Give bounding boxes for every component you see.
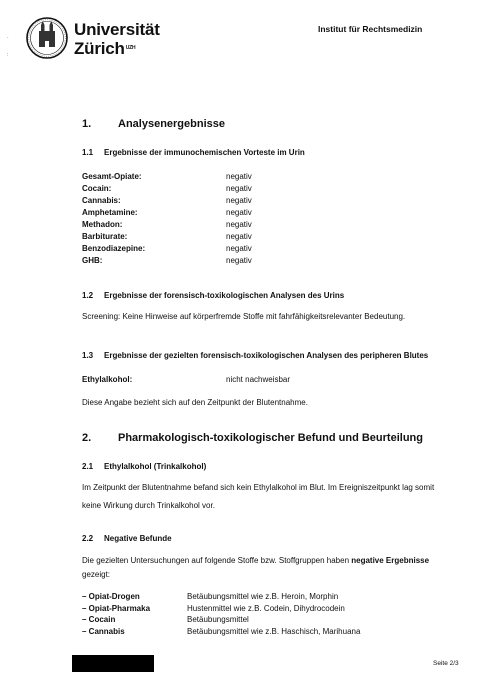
redaction-block: [72, 655, 154, 672]
subsection-heading-2-1: 2.1 Ethylalkohol (Trinkalkohol): [82, 462, 207, 471]
substance-row: – Opiat-Drogen Betäubungsmittel wie z.B. Heroin, Morphin: [82, 592, 339, 601]
substance-row: – Opiat-Pharmaka Hustenmittel wie z.B. Codein, Dihydrocodein: [82, 603, 345, 613]
screening-results-list: [82, 171, 252, 267]
result-row: Benzodiazepine: negativ: [82, 244, 252, 253]
negative-substances-list: [82, 591, 360, 637]
subsection-heading-1-3: 1.3 Ergebnisse der gezielten forensisch-toxikologischen Analysen des peripheren Blutes: [82, 351, 429, 360]
blood-alcohol-result: Ethylalkohol: nicht nachweisbar: [82, 375, 291, 384]
substance-row: – Cocain Betäubungsmittel: [82, 615, 249, 624]
university-name-line2: Zürich: [74, 39, 125, 58]
subsection-heading-2-2: 2.2 Negative Befunde: [82, 534, 172, 543]
section-heading-2: 2. Pharmakologisch-toxikologischer Befund und Beurteilung: [82, 432, 423, 444]
substance-row: – Cannabis Betäubungsmittel wie z.B. Haschisch, Marihuana: [82, 626, 361, 636]
negative-findings-intro: Die gezielten Untersuchungen auf folgende Stoffe bzw. Stoffgruppen haben negative Ergebnisse gezeigt:: [82, 556, 430, 579]
result-row: Amphetamine: negativ: [82, 208, 252, 217]
university-seal-logo: [26, 14, 68, 62]
institute-name: Institut für Rechtsmedizin: [318, 24, 423, 34]
university-abbr: UZH: [125, 45, 136, 51]
page-number: Seite 2/3: [433, 660, 459, 667]
result-row: Methadon: negativ: [82, 220, 252, 229]
university-name-line1: Universität: [74, 20, 160, 39]
section-heading-1: 1. Analysenergebnisse: [82, 118, 225, 130]
result-row: GHB: negativ: [82, 256, 252, 265]
result-row: Barbiturate: negativ: [82, 232, 252, 241]
urine-screening-text: Screening: Keine Hinweise auf körperfremde Stoffe mit fahrfähigkeitsrelevanter Bedeutung.: [82, 312, 406, 321]
university-name: [74, 20, 160, 58]
punch-mark: :: [7, 52, 9, 58]
alcohol-assessment-text: Im Zeitpunkt der Blutentnahme befand sich kein Ethylalkohol im Blut. Im Ereigniszeitpunkt lag somit keine Wirkung durch Trinkalkohol vor.: [82, 483, 435, 510]
result-row: Cannabis: negativ: [82, 196, 252, 205]
result-row: Gesamt-Opiate: negativ: [82, 172, 252, 181]
blood-sampling-note: Diese Angabe bezieht sich auf den Zeitpunkt der Blutentnahme.: [82, 398, 308, 407]
punch-mark: ·: [7, 35, 9, 41]
result-row: Cocain: negativ: [82, 184, 252, 193]
subsection-heading-1-1: 1.1 Ergebnisse der immunochemischen Vorteste im Urin: [82, 148, 305, 157]
subsection-heading-1-2: 1.2 Ergebnisse der forensisch-toxikologischen Analysen des Urins: [82, 291, 345, 300]
